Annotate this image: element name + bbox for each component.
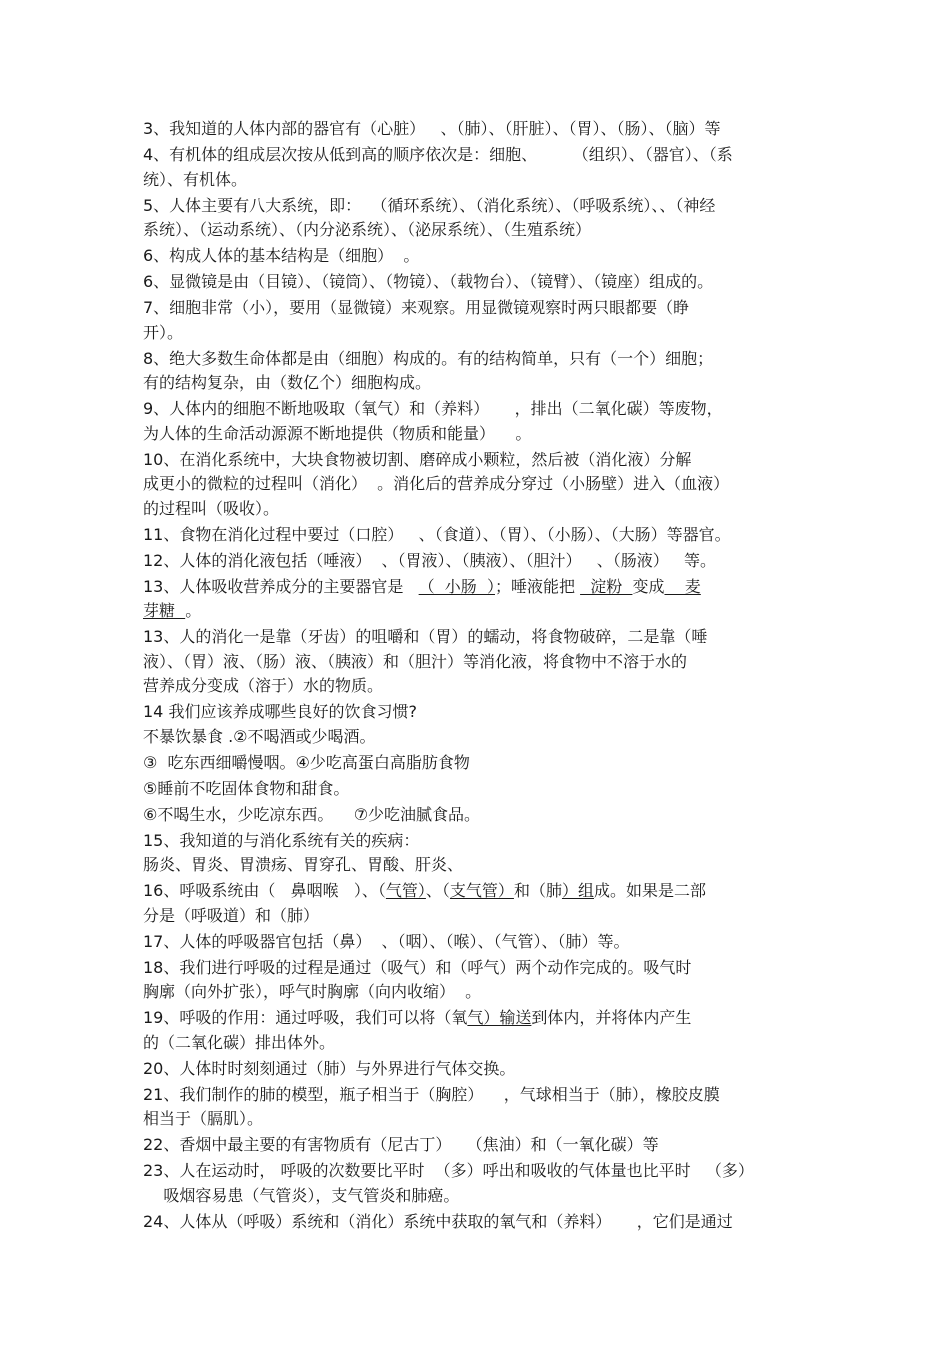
text-line: 成更小的微粒的过程叫（消化） 。消化后的营养成分穿过（小肠壁）进入（血液） <box>143 474 730 493</box>
paragraph <box>143 347 813 396</box>
paragraph <box>143 956 813 1005</box>
underlined-answer: ）组 <box>561 881 594 900</box>
text-line: 5、人体主要有八大系统，即： （循环系统）、（消化系统）、（呼吸系统）、、（神经 <box>143 195 716 215</box>
text-line: 11、食物在消化过程中要过（口腔） 、（食道）、（胃）、（小肠）、（大肠）等器官。 <box>143 524 731 544</box>
text-segment: 16、呼吸系统由（ 鼻咽喉 ）、（ <box>143 881 386 900</box>
text-line <box>143 1006 813 1031</box>
paragraph <box>143 448 813 522</box>
paragraph <box>143 194 813 243</box>
underlined-answer: 支气管） <box>449 881 514 900</box>
paragraph <box>143 829 813 878</box>
text-line: 系统）、（运动系统）、（内分泌系统）、（泌尿系统）、（生殖系统） <box>143 220 592 239</box>
paragraph <box>143 143 813 192</box>
text-line: 18、我们进行呼吸的过程是通过（吸气）和（呼气）两个动作完成的。吸气时 <box>143 957 692 977</box>
text-line: 4、有机体的组成层次按从低到高的顺序依次是：细胞、 （组织）、（器官）、（系 <box>143 145 733 164</box>
text-line: 8、绝大多数生命体都是由（细胞）构成的。有的结构简单，只有（一个）细胞； <box>143 348 714 368</box>
paragraph <box>143 270 813 295</box>
text-line <box>143 879 813 904</box>
paragraph <box>143 751 813 776</box>
paragraph <box>143 549 813 574</box>
text-line: 肠炎、胃炎、胃溃疡、胃穿孔、胃酸、肝炎、 <box>143 855 464 874</box>
text-line <box>143 575 813 600</box>
text-line: 22、香烟中最主要的有害物质有（尼古丁） （焦油）和（一氧化碳）等 <box>143 1135 659 1154</box>
text-segment: 到体内，并将体内产生 <box>531 1008 692 1027</box>
text-line: 6、构成人体的基本结构是（细胞） 。 <box>143 246 420 265</box>
text-segment: 变成 <box>632 576 665 596</box>
text-line: 胸廓（向外扩张），呼气时胸廓（向内收缩） 。 <box>143 982 482 1001</box>
paragraph <box>143 1133 813 1158</box>
underlined-answer: 芽糖 <box>143 601 186 620</box>
underlined-answer: 淀粉 <box>580 576 633 596</box>
text-line: 的过程叫（吸收）。 <box>143 498 280 518</box>
text-line: 12、人体的消化液包括（唾液） 、（胃液）、（胰液）、（胆汁） 、（肠液） 等。 <box>143 550 717 570</box>
text-line: 相当于（膈肌）。 <box>143 1109 264 1128</box>
text-line: 6、显微镜是由（目镜）、（镜筒）、（物镜）、（载物台）、（镜臂）、（镜座）组成的。 <box>143 272 714 291</box>
underlined-answer: （ 小肠 ） <box>418 576 495 596</box>
text-line <box>143 599 813 624</box>
paragraph <box>143 1210 813 1235</box>
underlined-answer: 气管） <box>385 881 426 900</box>
underlined-answer: 麦 <box>664 576 701 596</box>
paragraph <box>143 1057 813 1082</box>
text-line: ⑥不喝生水，少吃凉东西。 ⑦少吃油腻食品。 <box>143 804 481 824</box>
paragraph <box>143 1006 813 1055</box>
paragraph <box>143 117 813 142</box>
paragraph <box>143 397 813 446</box>
text-line: 营养成分变成（溶于）水的物质。 <box>143 676 384 695</box>
text-line: 3、我知道的人体内部的器官有（心脏） 、（肺）、（肝脏）、（胃）、（肠）、（脑）等 <box>143 119 721 138</box>
text-line: 17、人体的呼吸器官包括（鼻） 、（咽）、（喉）、（气管）、（肺）等。 <box>143 931 630 951</box>
paragraph <box>143 777 813 802</box>
text-line: ⑤睡前不吃固体食物和甜食。 <box>143 778 350 798</box>
text-segment: 和（肺 <box>513 881 562 900</box>
paragraph <box>143 700 813 749</box>
paragraph <box>143 625 813 699</box>
text-line: 20、人体时时刻刻通过（肺）与外界进行气体交换。 <box>143 1058 516 1078</box>
text-line: 7、细胞非常（小），要用（显微镜）来观察。用显微镜观察时两只眼都要（睁 <box>143 298 690 317</box>
text-segment: 的（二氧化碳）排出体外。 <box>143 1032 336 1052</box>
text-line: 为人体的生命活动源源不断地提供（物质和能量） 。 <box>143 423 532 443</box>
text-line: 吸烟容易患（气管炎），支气管炎和肺癌。 <box>143 1185 460 1205</box>
text-line: 9、人体内的细胞不断地吸取（氧气）和（养料） ，排出（二氧化碳）等废物， <box>143 399 723 418</box>
text-line: 开）。 <box>143 322 184 342</box>
text-line: 14 我们应该养成哪些良好的饮食习惯? <box>143 702 417 721</box>
text-segment: 、（ <box>425 881 450 900</box>
text-line: 15、我知道的与消化系统有关的疾病： <box>143 830 420 850</box>
document-body <box>143 117 813 1236</box>
text-segment: ；唾液能把 <box>494 576 581 596</box>
text-line: 不暴饮暴食 .②不喝酒或少喝酒。 <box>143 726 376 746</box>
paragraph <box>143 296 813 345</box>
text-line: 13、人的消化一是靠（牙齿）的咀嚼和（胃）的蠕动，将食物破碎，二是靠（唾 <box>143 627 708 646</box>
text-segment: 分是（呼吸道）和（肺） <box>143 905 320 925</box>
text-line: ③ 吃东西细嚼慢咽。④少吃高蛋白高脂肪食物 <box>143 752 470 772</box>
paragraph <box>143 575 813 624</box>
paragraph <box>143 244 813 269</box>
text-segment: 13、人体吸收营养成分的主要器官是 <box>143 576 419 596</box>
text-line: 21、我们制作的肺的模型，瓶子相当于（胸腔） ，气球相当于（肺），橡胶皮膜 <box>143 1084 720 1104</box>
text-line: 统）、有机体。 <box>143 169 248 189</box>
text-line <box>143 904 813 929</box>
text-line: 23、人在运动时， 呼吸的次数要比平时 （多）呼出和吸收的气体量也比平时 （多） <box>143 1161 754 1180</box>
paragraph <box>143 1159 813 1208</box>
text-segment: 。 <box>185 601 202 620</box>
text-segment: 成。如果是二部 <box>593 881 706 900</box>
paragraph <box>143 803 813 828</box>
paragraph <box>143 1083 813 1132</box>
paragraph <box>143 930 813 955</box>
text-line: 有的结构复杂，由（数亿个）细胞构成。 <box>143 373 432 392</box>
underlined-answer: 气）输送 <box>467 1008 532 1027</box>
paragraph <box>143 523 813 548</box>
text-segment: 19、呼吸的作用：通过呼吸，我们可以将（氧 <box>143 1008 468 1027</box>
text-line: 24、人体从（呼吸）系统和（消化）系统中获取的氧气和（养料） ，它们是通过 <box>143 1211 733 1231</box>
paragraph <box>143 879 813 928</box>
text-line <box>143 1031 813 1056</box>
text-line: 液）、（胃）液、（肠）液、（胰液）和（胆汁）等消化液，将食物中不溶于水的 <box>143 651 688 671</box>
text-line: 10、在消化系统中，大块食物被切割、磨碎成小颗粒，然后被（消化液）分解 <box>143 449 692 469</box>
